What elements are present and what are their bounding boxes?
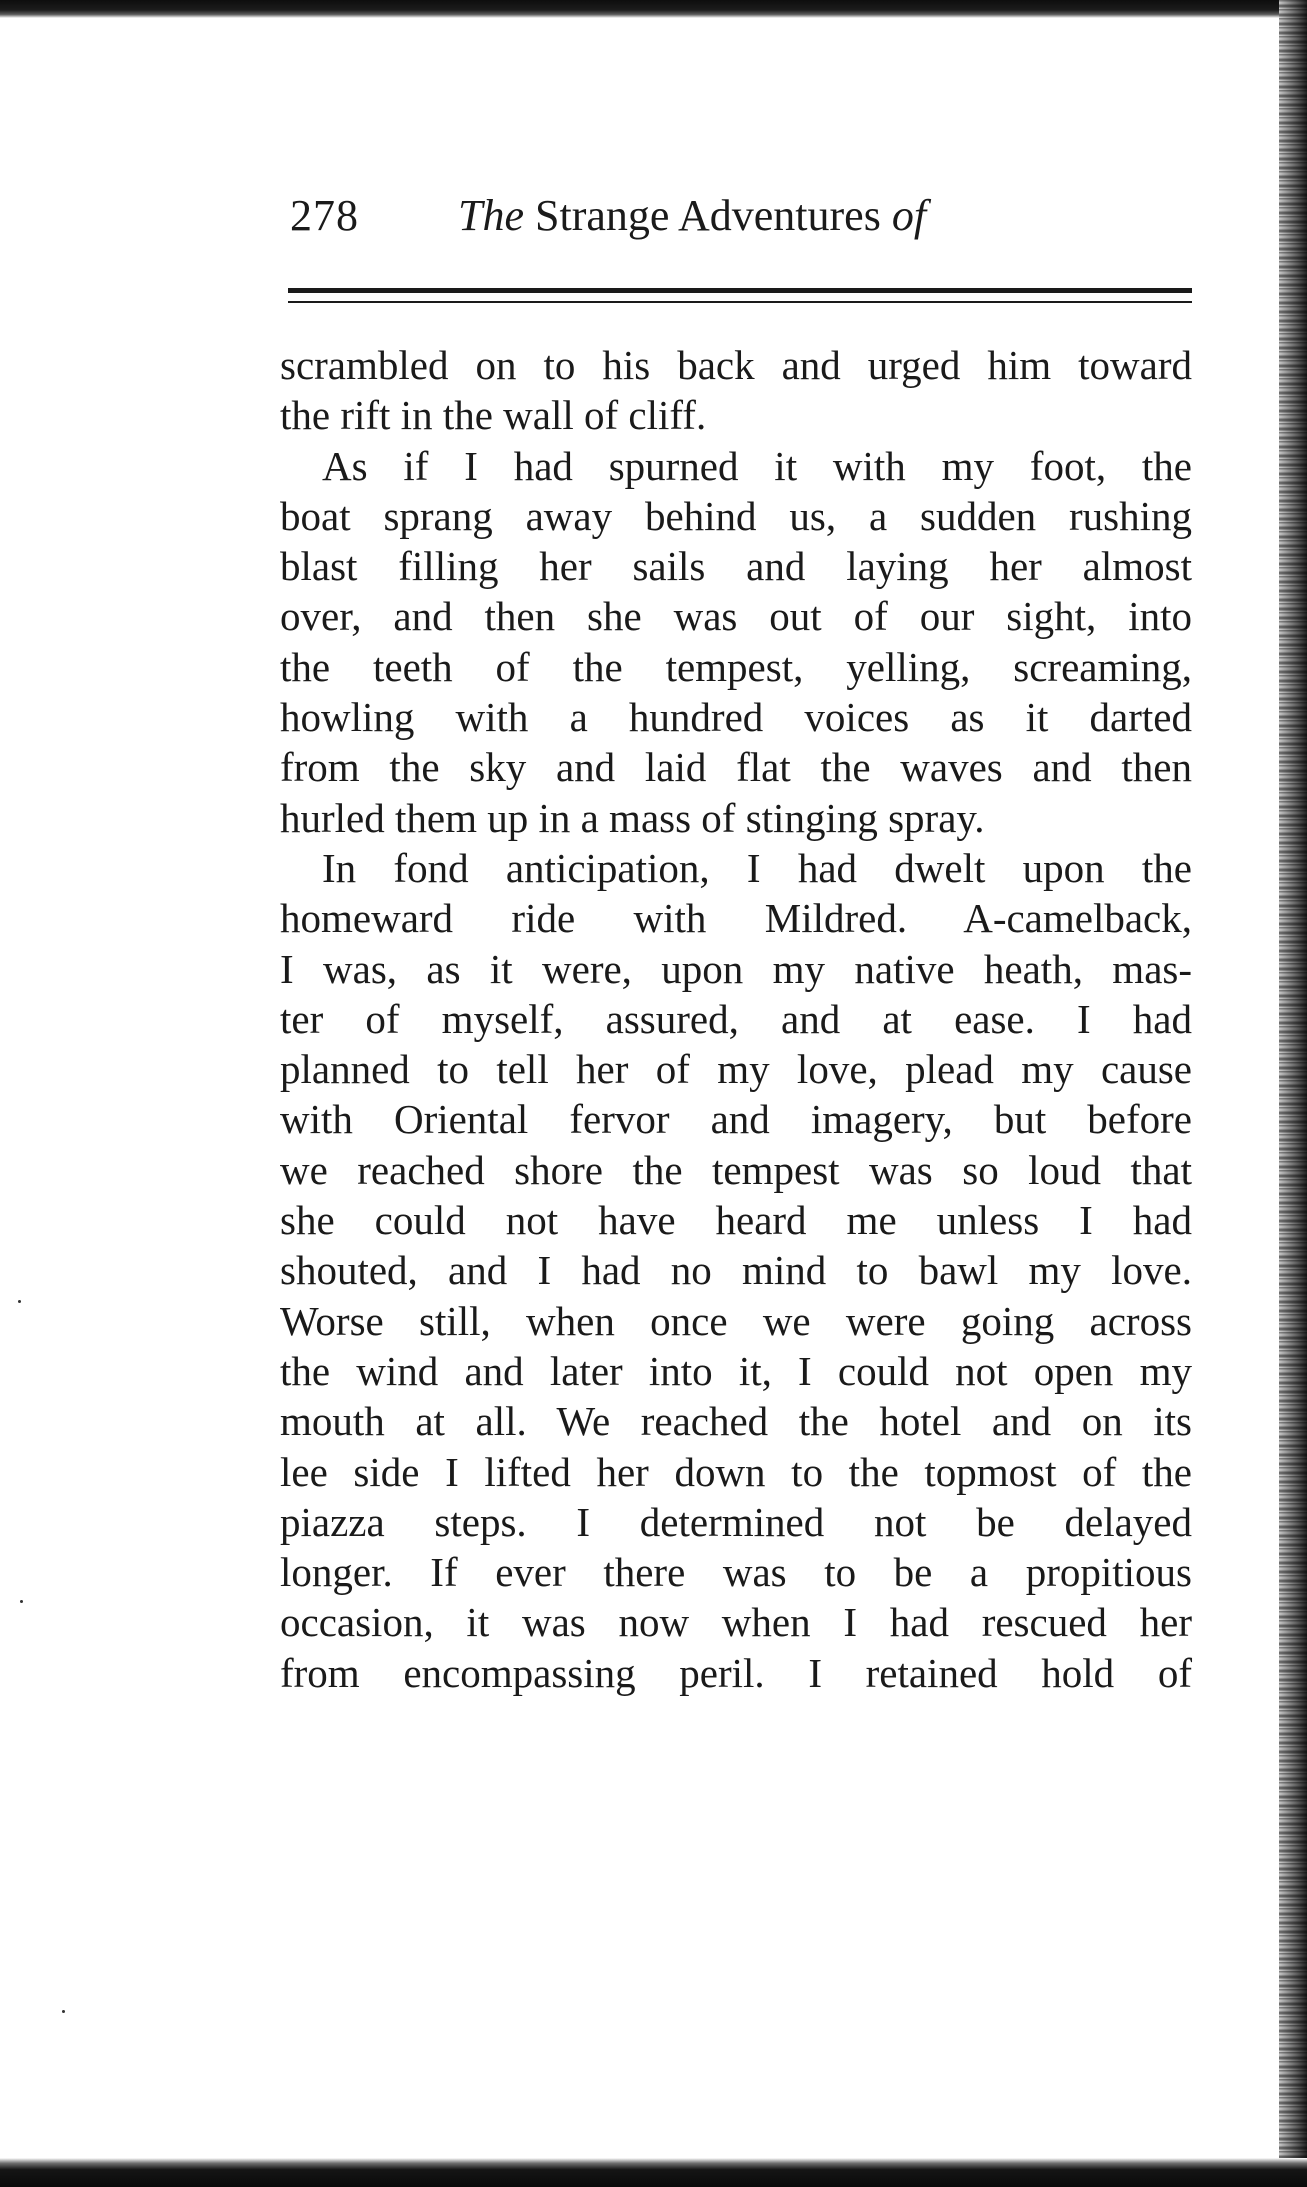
- text-line: howling with a hundred voices as it darted: [280, 694, 1192, 741]
- running-title: [458, 190, 926, 241]
- text-line: shouted, and I had no mind to bawl my love.: [280, 1247, 1192, 1294]
- text-line: the teeth of the tempest, yelling, screaming,: [280, 643, 1192, 690]
- header-rule-thick: [288, 288, 1192, 293]
- running-title-the: The: [458, 191, 524, 240]
- paragraph: [280, 843, 1192, 1698]
- text-line: mouth at all. We reached the hotel and on its: [280, 1398, 1192, 1445]
- text-line: hurled them up in a mass of stinging spray.: [280, 794, 985, 841]
- text-line: In fond anticipation, I had dwelt upon the: [322, 844, 1192, 891]
- text-line: As if I had spurned it with my foot, the: [322, 442, 1192, 489]
- text-line: from the sky and laid flat the waves and then: [280, 744, 1192, 791]
- text-line: planned to tell her of my love, plead my cause: [280, 1046, 1192, 1093]
- scan-speck: [20, 1600, 23, 1603]
- text-line: occasion, it was now when I had rescued her: [280, 1599, 1192, 1646]
- running-head: [290, 190, 1190, 260]
- scan-speck: [62, 2010, 65, 2013]
- scan-edge-top: [0, 0, 1307, 18]
- text-line: Worse still, when once we were going across: [280, 1297, 1192, 1344]
- text-line: over, and then she was out of our sight, into: [280, 593, 1192, 640]
- body-text: [280, 340, 1192, 1698]
- text-line: I was, as it were, upon my native heath, mas-: [280, 945, 1192, 992]
- paragraph: [280, 441, 1192, 843]
- text-line: scrambled on to his back and urged him toward: [280, 342, 1192, 388]
- scan-edge-bottom: [0, 2158, 1307, 2187]
- text-line: boat sprang away behind us, a sudden rushing: [280, 492, 1192, 539]
- running-title-of: of: [891, 191, 927, 240]
- text-line: from encompassing peril. I retained hold of: [280, 1649, 1192, 1696]
- text-line: longer. If ever there was to be a propitious: [280, 1549, 1192, 1596]
- text-line: with Oriental fervor and imagery, but before: [280, 1096, 1192, 1143]
- running-title-main: Strange Adventures: [535, 191, 881, 240]
- text-line: piazza steps. I determined not be delayed: [280, 1498, 1192, 1545]
- text-line: the rift in the wall of cliff.: [280, 392, 707, 439]
- scan-speck: [18, 1300, 21, 1303]
- text-line: she could not have heard me unless I had: [280, 1197, 1192, 1244]
- text-line: homeward ride with Mildred. A-camelback,: [280, 895, 1192, 942]
- text-line: ter of myself, assured, and at ease. I had: [280, 995, 1192, 1042]
- scan-edge-right: [1279, 0, 1307, 2187]
- text-line: the wind and later into it, I could not open my: [280, 1347, 1192, 1394]
- paragraph: [280, 340, 1192, 441]
- page-number: 278: [290, 191, 359, 240]
- text-line: we reached shore the tempest was so loud that: [280, 1146, 1192, 1193]
- header-rule-thin: [288, 301, 1192, 303]
- text-line: lee side I lifted her down to the topmost of the: [280, 1448, 1192, 1495]
- text-line: blast filling her sails and laying her almost: [280, 543, 1192, 590]
